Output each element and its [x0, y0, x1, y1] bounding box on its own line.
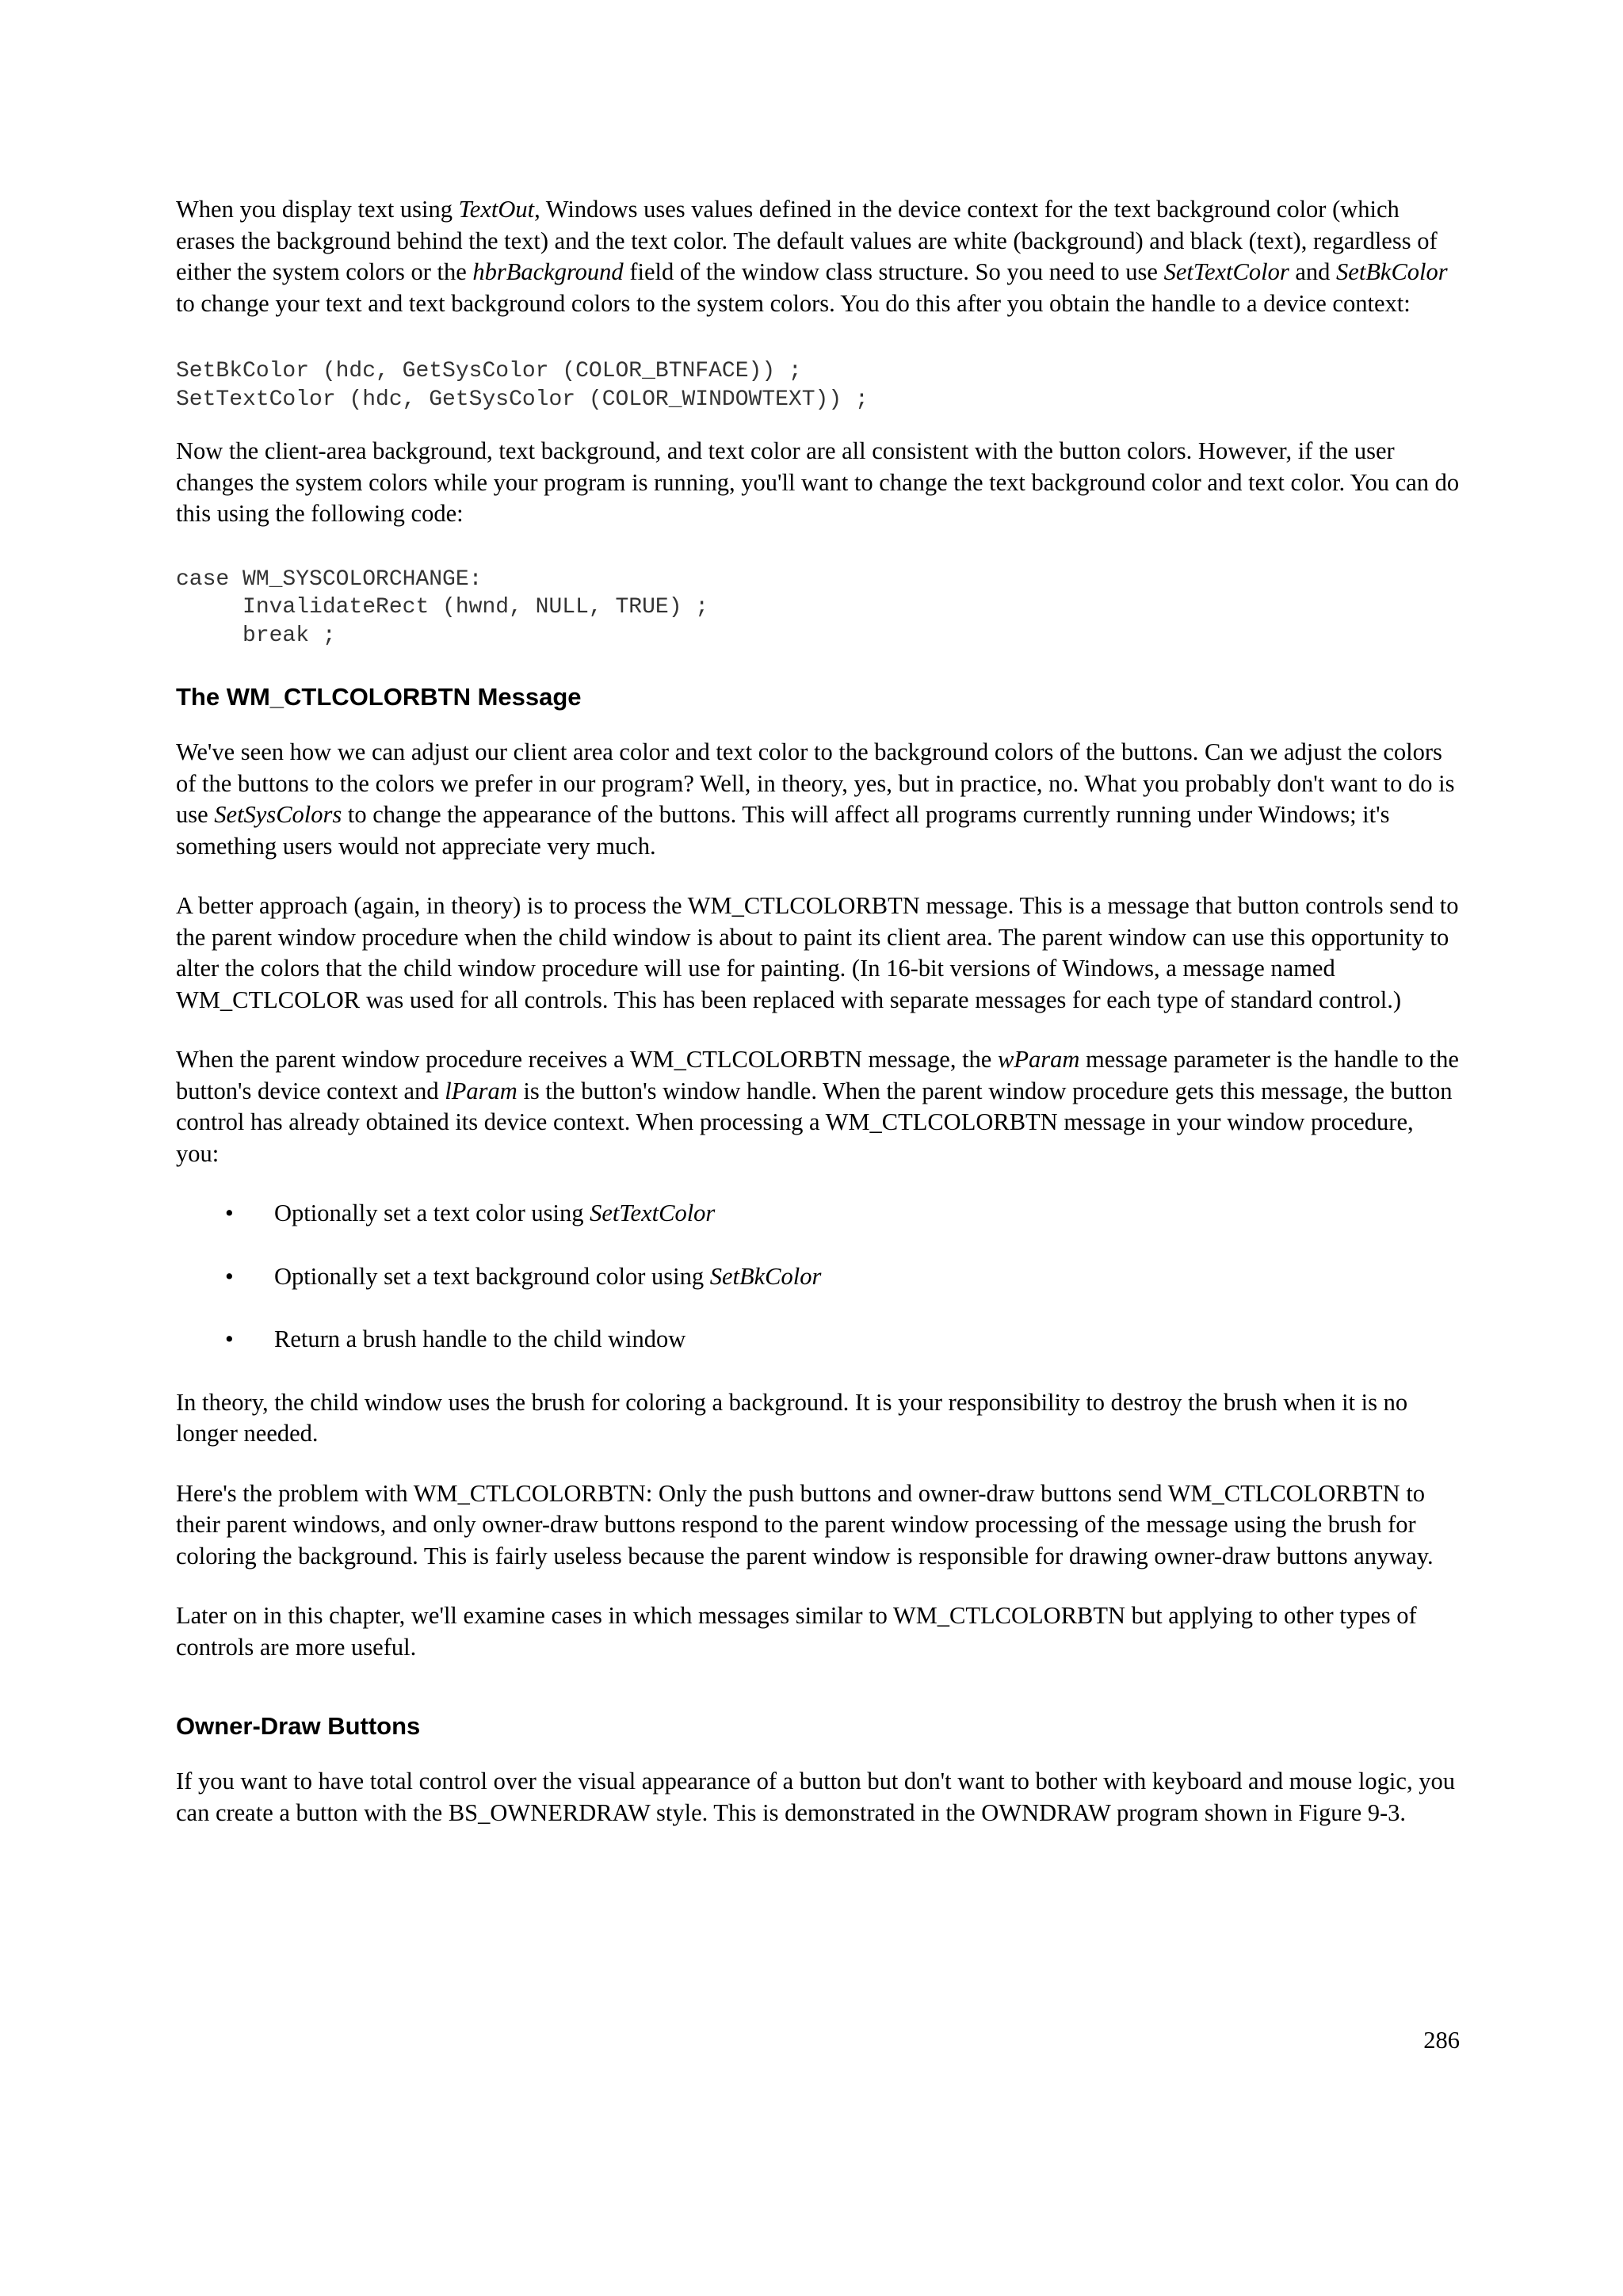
- param-name: lParam: [445, 1077, 517, 1104]
- document-page: [176, 194, 1460, 1857]
- function-name: SetBkColor: [709, 1262, 822, 1290]
- paragraph-problem: Here's the problem with WM_CTLCOLORBTN: Only the push buttons and owner-draw buttons send WM_CTLCOLORBTN to their parent windows, and only owner-draw buttons respond to the parent window processing of the message using the brush for coloring the background. This is fairly useless because the parent window is responsible for drawing owner-draw buttons anyway.: [176, 1479, 1434, 1569]
- function-name: TextOut: [458, 196, 535, 223]
- list-item: [176, 1261, 1460, 1293]
- code-block-syscolorchange: case WM_SYSCOLORCHANGE: InvalidateRect (hwnd, NULL, TRUE) ; break ;: [176, 566, 709, 648]
- paragraph-brush-theory: In theory, the child window uses the brush for coloring a background. It is your responsibility to destroy the brush when it is no longer needed.: [176, 1388, 1408, 1447]
- text: message parameter is the handle to the button's device context and: [176, 1046, 1459, 1104]
- page-number: 286: [1423, 2027, 1460, 2054]
- bullet-list: [176, 1198, 1460, 1356]
- function-name: SetSysColors: [214, 801, 342, 828]
- text: and: [1289, 258, 1337, 285]
- text: to change your text and text background colors to the system colors. You do this after you obtain the handle to a device context:: [176, 289, 1411, 317]
- text: When the parent window procedure receives a WM_CTLCOLORBTN message, the: [176, 1046, 998, 1073]
- paragraph-later-chapter: Later on in this chapter, we'll examine cases in which messages similar to WM_CTLCOLORBTN but applying to other types of controls are more useful.: [176, 1602, 1417, 1661]
- list-item: [176, 1324, 1460, 1356]
- bullet-icon: •: [225, 1199, 234, 1226]
- list-item: [176, 1198, 1460, 1230]
- text: is the button's window handle. When the parent window procedure gets this message, the button control has already obtained its device context. When processing a WM_CTLCOLORBTN message in your window procedure, you:: [176, 1077, 1453, 1167]
- paragraph-better-approach: A better approach (again, in theory) is to process the WM_CTLCOLORBTN message. This is a message that button controls send to the parent window procedure when the child window is about to paint its client area. The parent window can use this opportunity to alter the colors that the child window procedure will use for painting. (In 16-bit versions of Windows, a message named WM_CTLCOLOR was used for all controls. This has been replaced with separate messages for each type of standard control.): [176, 892, 1459, 1013]
- paragraph-parent-receives: [176, 1044, 1460, 1169]
- text: We've seen how we can adjust our client area color and text color to the background colors of the buttons. Can we adjust the colors of the buttons to the colors we prefer in our program? Well, in theory, yes, but in practice, no. What you probably don't want to do is use: [176, 738, 1455, 828]
- text: to change the appearance of the buttons. This will affect all programs currently running under Windows; it's something users would not appreciate very much.: [176, 801, 1390, 860]
- paragraph-consistent-colors: Now the client-area background, text background, and text color are all consistent with the button colors. However, if the user changes the system colors while your program is running, you'll want to change the text background color and text color. You can do this using the following code:: [176, 437, 1460, 527]
- text: Return a brush handle to the child window: [274, 1325, 686, 1352]
- code-block-set-colors: SetBkColor (hdc, GetSysColor (COLOR_BTNFACE)) ; SetTextColor (hdc, GetSysColor (COLOR_WINDOWTEXT)) ;: [176, 359, 869, 412]
- section-heading-ctlcolorbtn: The WM_CTLCOLORBTN Message: [176, 683, 582, 711]
- section-heading-owner-draw: Owner-Draw Buttons: [176, 1712, 421, 1740]
- text: , Windows uses values defined in the device context for the text background color (which erases the background behind the text) and the text color. The default values are white (background) and black (text), regardless of either the system colors or the: [176, 196, 1438, 285]
- bullet-icon: •: [225, 1325, 234, 1352]
- paragraph-textout: [176, 194, 1460, 319]
- text: Optionally set a text background color using: [274, 1262, 710, 1290]
- function-name: SetTextColor: [590, 1199, 716, 1226]
- param-name: wParam: [997, 1046, 1080, 1073]
- text: Optionally set a text color using: [274, 1199, 590, 1226]
- function-name: SetTextColor: [1163, 258, 1289, 285]
- field-name: hbrBackground: [472, 258, 624, 285]
- text: field of the window class structure. So you need to use: [623, 258, 1164, 285]
- paragraph-adjust-colors: [176, 737, 1460, 862]
- bullet-icon: •: [225, 1262, 234, 1290]
- text: When you display text using: [176, 196, 459, 223]
- paragraph-owner-draw: If you want to have total control over the visual appearance of a button but don't want to bother with keyboard and mouse logic, you can create a button with the BS_OWNERDRAW style. This is demonstrated in the OWNDRAW program shown in Figure 9-3.: [176, 1768, 1455, 1826]
- function-name: SetBkColor: [1336, 258, 1448, 285]
